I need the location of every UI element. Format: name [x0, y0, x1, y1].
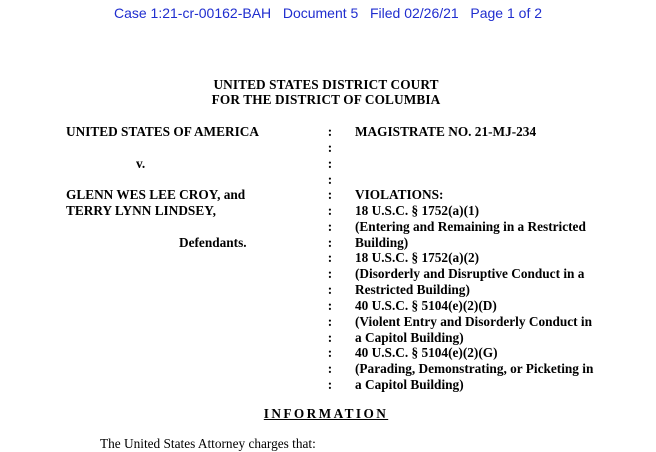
caption-colon: :	[327, 203, 333, 218]
case-header-stamp	[0, 5, 656, 21]
caption-colon: :	[327, 156, 333, 171]
violation-line: Building)	[355, 235, 409, 250]
violation-line: (Violent Entry and Disorderly Conduct in	[355, 314, 593, 329]
caption-colon: :	[327, 345, 333, 360]
defendants-label: Defendants.	[179, 235, 247, 250]
page-number: Page 1 of 2	[470, 5, 543, 21]
violation-line: 18 U.S.C. § 1752(a)(2)	[355, 250, 480, 265]
violation-line: 18 U.S.C. § 1752(a)(1)	[355, 203, 480, 218]
magistrate-number: MAGISTRATE NO. 21-MJ-234	[355, 124, 537, 139]
caption-colon: :	[327, 172, 333, 187]
versus-label: v.	[136, 156, 146, 171]
caption-colon: :	[327, 330, 333, 345]
violation-line: (Disorderly and Disruptive Conduct in a	[355, 266, 585, 281]
defendant-line-1: GLENN WES LEE CROY, and	[66, 187, 246, 202]
violation-line: 40 U.S.C. § 5104(e)(2)(G)	[355, 345, 498, 360]
caption-colon: :	[327, 314, 333, 329]
caption-colon: :	[327, 187, 333, 202]
information-heading: INFORMATION	[263, 406, 389, 421]
violation-line: a Capitol Building)	[355, 330, 464, 345]
violations-header: VIOLATIONS:	[355, 187, 444, 202]
document-number: Document 5	[282, 5, 359, 21]
defendant-line-2: TERRY LYNN LINDSEY,	[66, 203, 216, 218]
caption-colon: :	[327, 282, 333, 297]
caption-colon: :	[327, 235, 333, 250]
violation-line: a Capitol Building)	[355, 377, 464, 392]
caption-colon: :	[327, 250, 333, 265]
violation-line: (Entering and Remaining in a Restricted	[355, 219, 586, 234]
caption-colon: :	[327, 361, 333, 376]
court-name: UNITED STATES DISTRICT COURT	[213, 77, 439, 92]
plaintiff-name: UNITED STATES OF AMERICA	[66, 124, 259, 139]
violation-line: 40 U.S.C. § 5104(e)(2)(D)	[355, 298, 497, 313]
caption-colon: :	[327, 266, 333, 281]
filed-date: Filed 02/26/21	[369, 5, 459, 21]
court-district: FOR THE DISTRICT OF COLUMBIA	[211, 92, 441, 107]
violation-line: (Parading, Demonstrating, or Picketing in	[355, 361, 594, 376]
violation-line: Restricted Building)	[355, 282, 470, 297]
caption-colon: :	[327, 219, 333, 234]
case-number: Case 1:21-cr-00162-BAH	[113, 5, 272, 21]
caption-colon: :	[327, 298, 333, 313]
charges-intro: The United States Attorney charges that:	[100, 436, 316, 451]
caption-colon: :	[327, 124, 333, 139]
caption-colon: :	[327, 377, 333, 392]
caption-colon: :	[327, 140, 333, 155]
